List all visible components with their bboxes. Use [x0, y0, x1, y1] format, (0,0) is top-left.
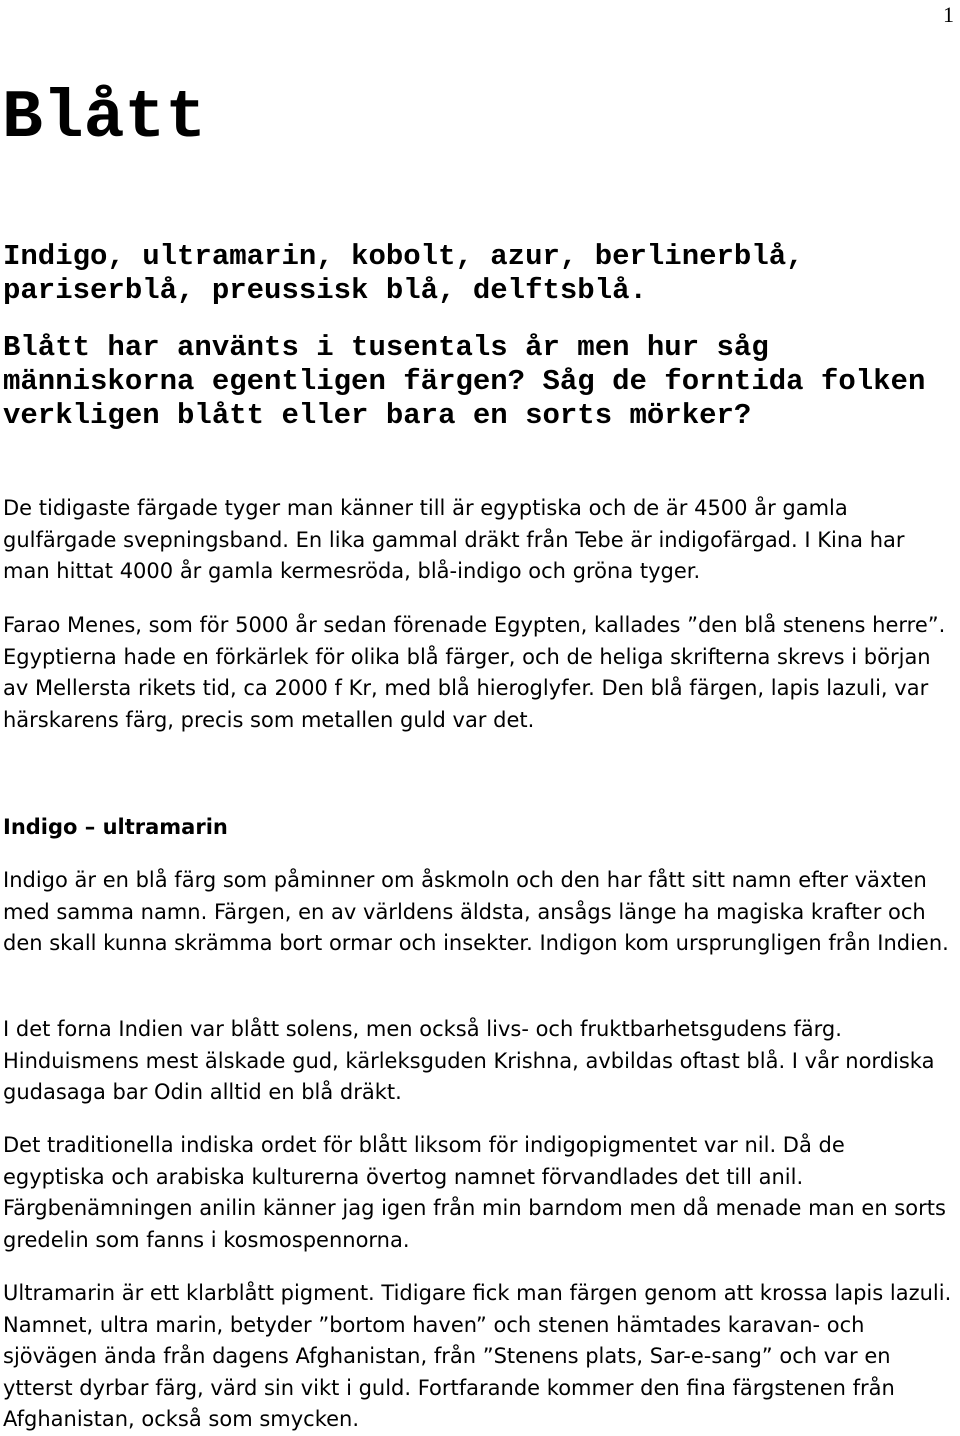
paragraph-egyptian-fabrics: De tidigaste färgade tyger man känner till är egyptiska och de är 4500 år gamla gulfärgade svepningsband. En lika gammal dräkt från Tebe är indigofärgad. I Kina har man hittat 4000 år gamla kermesröda, blå-indigo och gröna tyger. — [3, 496, 905, 583]
paragraph-indigo: Indigo är en blå färg som påminner om åskmoln och den har fått sitt namn efter växten med samma namn. Färgen, en av världens äldsta, ansågs länge ha magiska krafter och den skall kunna skrämma bort ormar och insekter. Indigon kom ursprungligen från Indien. — [3, 868, 949, 955]
page-number: 1 — [943, 2, 954, 27]
paragraph-ultramarin: Ultramarin är ett klarblått pigment. Tidigare fick man färgen genom att krossa lapis lazuli. Namnet, ultra marin, betyder ”bortom haven” och stenen hämtades karavan- och sjövägen ända från dagens Afghanistan, från ”Stenens plats, Sar-e-sang” och var en ytterst dyrbar färg, värd sin vikt i guld. Fortfarande kommer den fina färgstenen från Afghanistan, också som smycken. — [3, 1281, 952, 1431]
paragraph-india: I det forna Indien var blått solens, men också livs- och fruktbarhetsgudens färg. Hinduismens mest älskade gud, kärleksguden Krishna, avbildas oftast blå. I vår nordiska gudasaga bar Odin alltid en blå dräkt. — [3, 1017, 935, 1104]
intro-color-list: Indigo, ultramarin, kobolt, azur, berlinerblå, pariserblå, preussisk blå, delftsblå. — [3, 240, 804, 307]
page-title: Blått — [2, 80, 207, 157]
intro-question: Blått har använts i tusentals år men hur såg människorna egentligen färgen? Såg de forntida folken verkligen blått eller bara en sorts mörker? — [3, 331, 926, 432]
section-heading: Indigo – ultramarin — [3, 815, 228, 839]
paragraph-nil-anil: Det traditionella indiska ordet för blått liksom för indigopigmentet var nil. Då de egyptiska och arabiska kulturerna övertog namnet förvandlades det till anil. Färgbenämningen anilin känner jag igen från min barndom men då menade man en sorts gredelin som fanns i kosmospennorna. — [3, 1133, 946, 1252]
paragraph-farao-menes: Farao Menes, som för 5000 år sedan förenade Egypten, kallades ”den blå stenens herre”. Egyptierna hade en förkärlek för olika blå färger, och de heliga skrifterna skrevs i början av Mellersta rikets tid, ca 2000 f Kr, med blå hieroglyfer. Den blå färgen, lapis lazuli, var härskarens färg, precis som metallen guld var det. — [3, 613, 946, 732]
